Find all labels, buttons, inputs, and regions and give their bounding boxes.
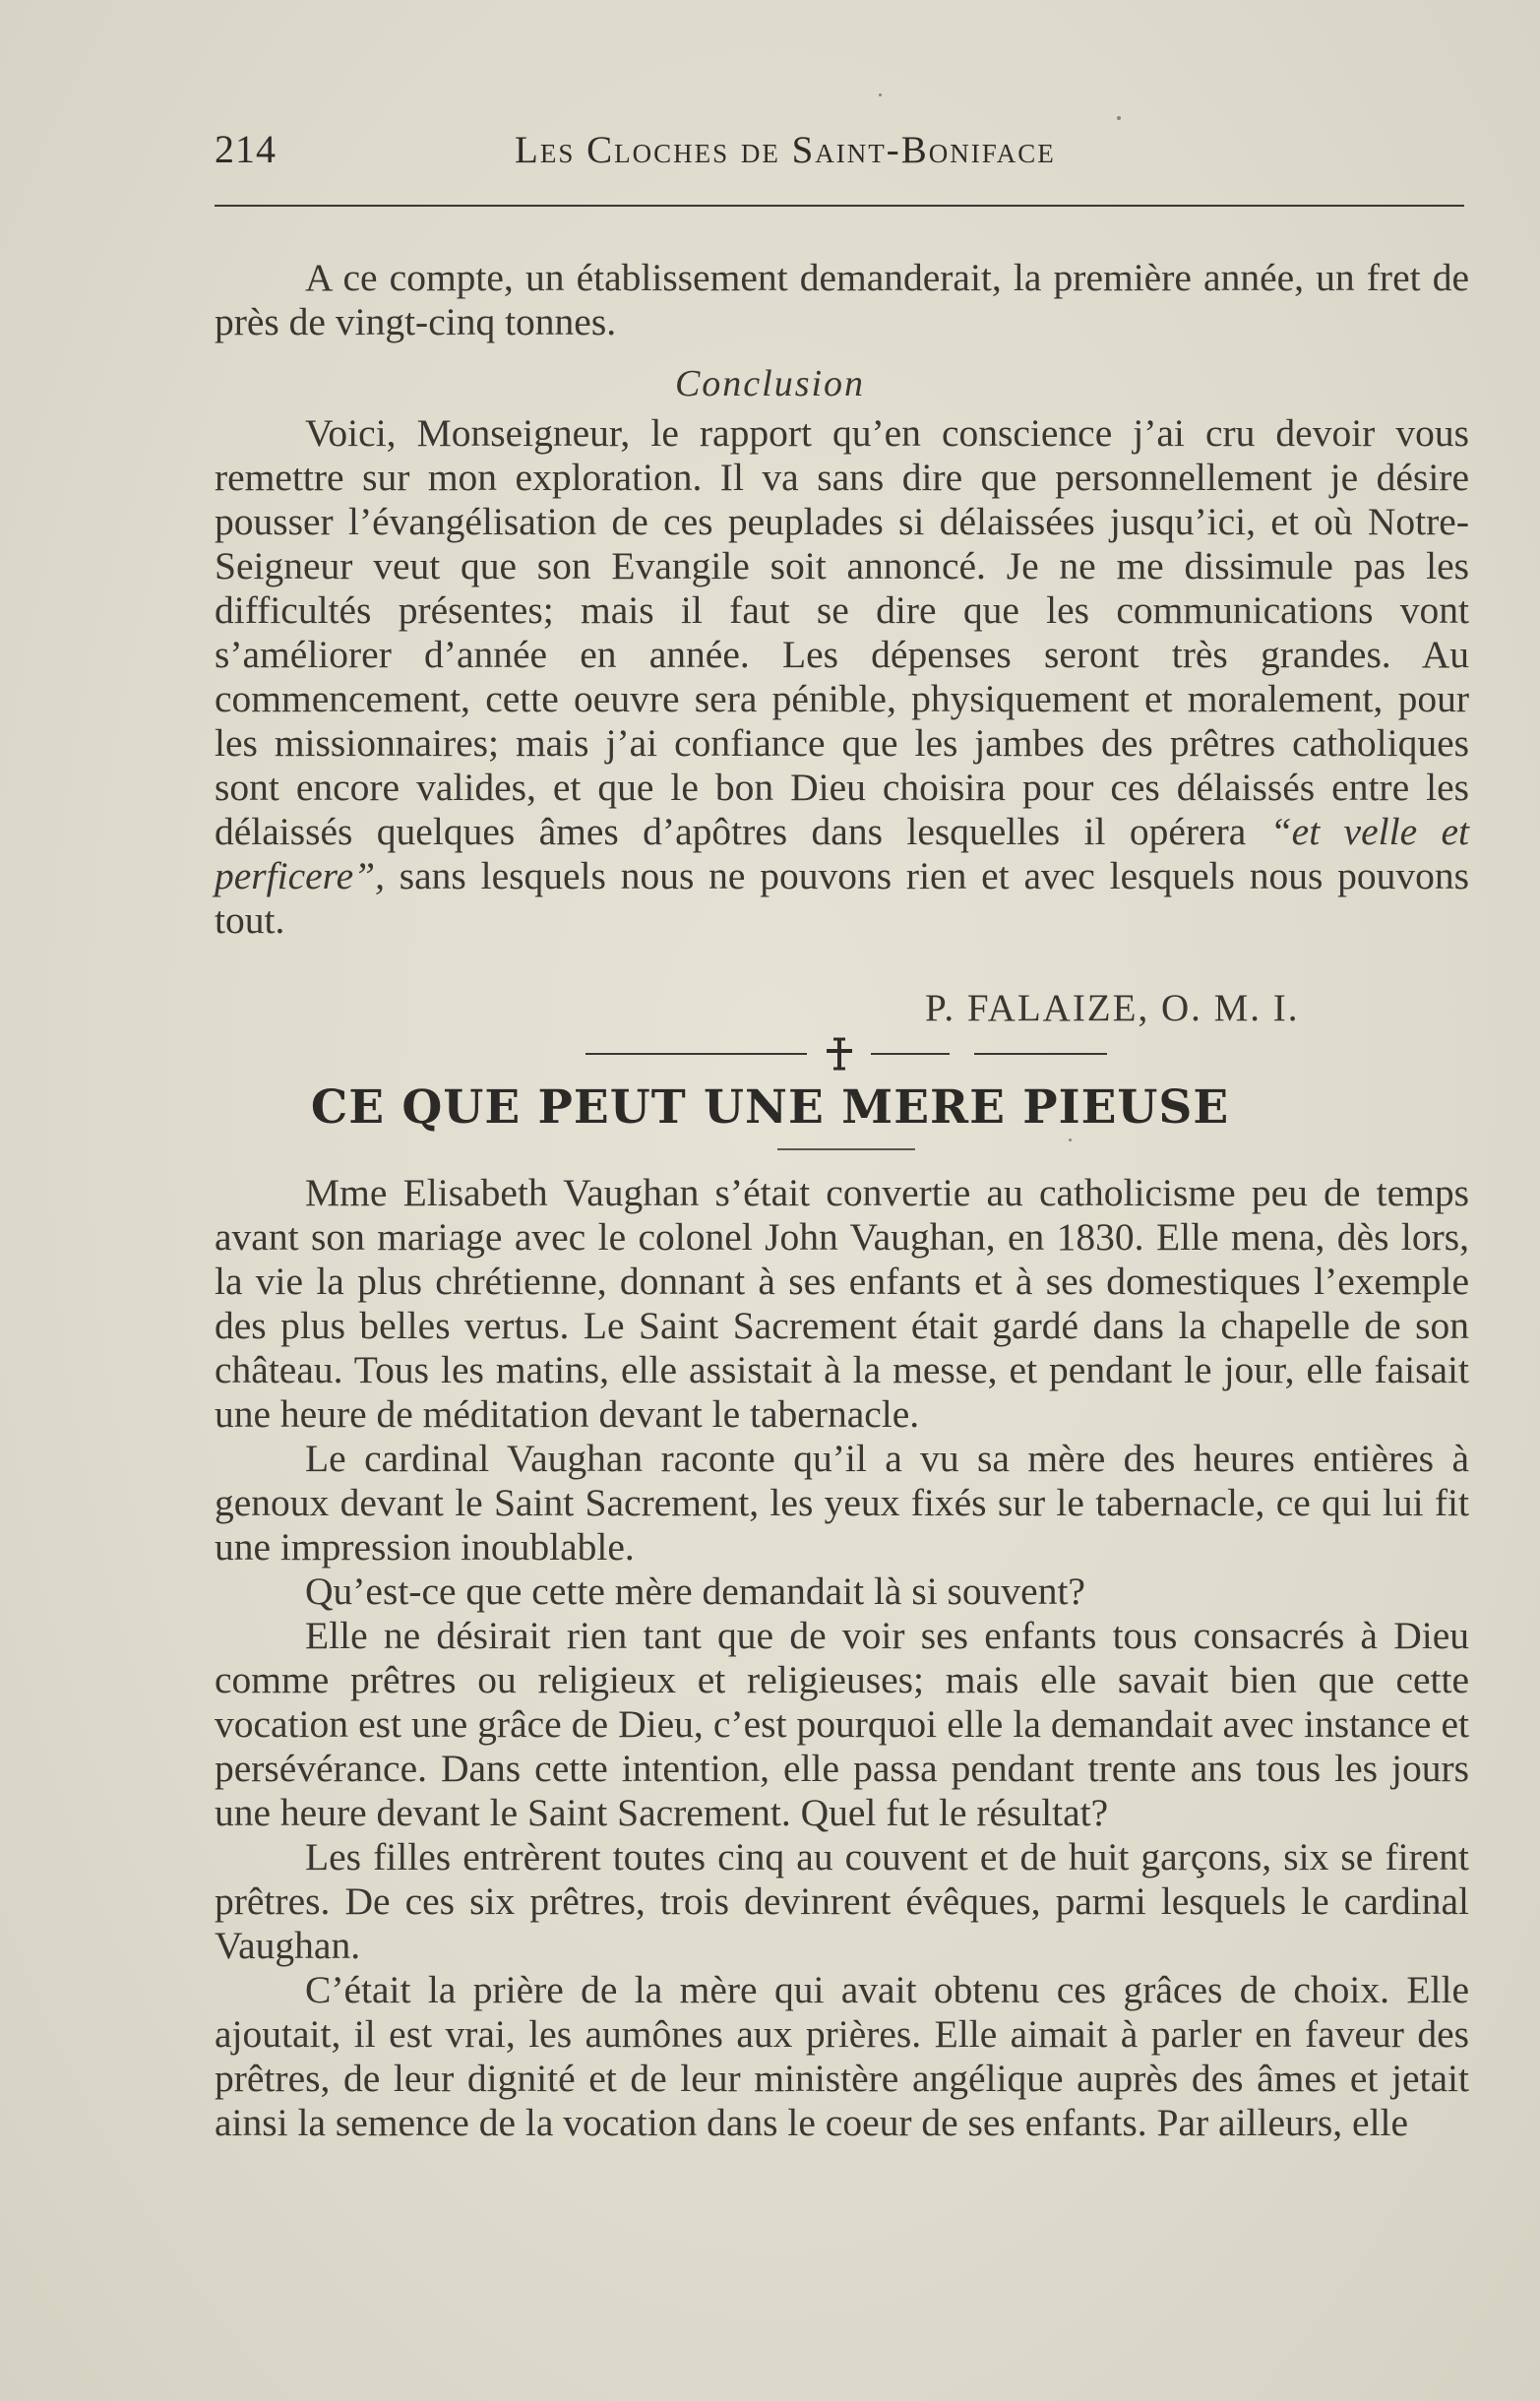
header-rule <box>215 205 1464 207</box>
paper-speck <box>1069 1139 1072 1141</box>
article-paragraph: Elle ne désirait rien tant que de voir ses enfants tous consacrés à Dieu comme prêtres ou religieux et religieuses; mais elle savait bien que cette vocation est une grâce de Dieu, c’est pourquoi elle la demandait avec instance et persévérance. Dans cette intention, elle passa pendant trente ans tous les jours une heure devant le Saint Sacrement. Quel fut le résultat? <box>215 1614 1469 1834</box>
separator-line-left <box>585 1053 807 1055</box>
article-paragraph: Le cardinal Vaughan raconte qu’il a vu sa mère des heures entières à genoux devant le Saint Sacrement, les yeux fixés sur le tabernacle, ce qui lui fit une impression inoublable. <box>215 1437 1469 1569</box>
conclusion-paragraph <box>215 411 1469 943</box>
article-text-block <box>215 1171 1469 2145</box>
intro-paragraph: A ce compte, un établissement demanderait, la première année, un fret de près de vingt-cinq tonnes. <box>215 256 1469 343</box>
cross-icon <box>822 1035 857 1071</box>
page-header <box>215 126 1464 175</box>
page-number: 214 <box>215 127 277 171</box>
title-underline <box>777 1148 915 1150</box>
separator-line-mid <box>871 1053 950 1055</box>
section-separator <box>585 1033 1107 1073</box>
article-paragraph: Mme Elisabeth Vaughan s’était convertie au catholicisme peu de temps avant son mariage avec le colonel John Vaughan, en 1830. Elle mena, dès lors, la vie la plus chrétienne, donnant à ses enfants et à ses domestiques l’exemple des plus belles vertus. Le Saint Sacrement était gardé dans la chapelle de son château. Tous les matins, elle assistait à la messe, et pendant le jour, elle faisait une heure de méditation devant le tabernacle. <box>215 1171 1469 1436</box>
separator-line-right <box>974 1053 1107 1055</box>
article-paragraph: Qu’est-ce que cette mère demandait là si souvent? <box>305 1570 1085 1613</box>
article-paragraph: C’était la prière de la mère qui avait obtenu ces grâces de choix. Elle ajoutait, il est vrai, les aumônes aux prières. Elle aimait à parler en faveur des prêtres, de leur dignité et de leur ministère angélique auprès des âmes et jetait ainsi la semence de la vocation dans le coeur de ses enfants. Par ailleurs, elle <box>215 1968 1469 2144</box>
article-title: CE QUE PEUT UNE MERE PIEUSE <box>310 1080 1230 1135</box>
paper-speck <box>879 93 882 96</box>
article-paragraph: Les filles entrèrent toutes cinq au couvent et de huit garçons, six se firent prêtres. De ces six prêtres, trois devinrent évêques, parmi lesquels le cardinal Vaughan. <box>215 1835 1469 1967</box>
running-title: Les Cloches de Saint-Boniface <box>515 129 1056 171</box>
paper-speck <box>1117 116 1121 120</box>
conclusion-paragraph-end: sans lesquels nous ne pouvons rien et avec lesquels nous pouvons tout. <box>215 854 1470 942</box>
conclusion-paragraph-text: Voici, Monseigneur, le rapport qu’en conscience j’ai cru devoir vous remettre sur mon exploration. Il va sans dire que personnellement je désire pousser l’évangélisation de ces peuplades si délaissées jusqu’ici, et où Notre-Seigneur veut que son Evangile soit annoncé. Je ne me dissimule pas les difficultés présentes; mais il faut se dire que les communications vont s’améliorer d’année en année. Les dépenses seront très grandes. Au commencement, cette oeuvre sera pénible, physiquement et moralement, pour les missionnaires; mais j’ai confiance que les jambes des prêtres catholiques sont encore valides, et que le bon Dieu choisira pour ces délaissés entre les délaissés quelques âmes d’apôtres dans lesquelles il opérera <box>215 411 1469 853</box>
conclusion-heading: Conclusion <box>674 363 866 404</box>
author-signature: P. FALAIZE, O. M. I. <box>925 987 1300 1029</box>
conclusion-text-block <box>215 411 1469 943</box>
latin-quote: “et velle et perficere”, <box>215 810 1470 897</box>
intro-text-block <box>215 256 1469 344</box>
